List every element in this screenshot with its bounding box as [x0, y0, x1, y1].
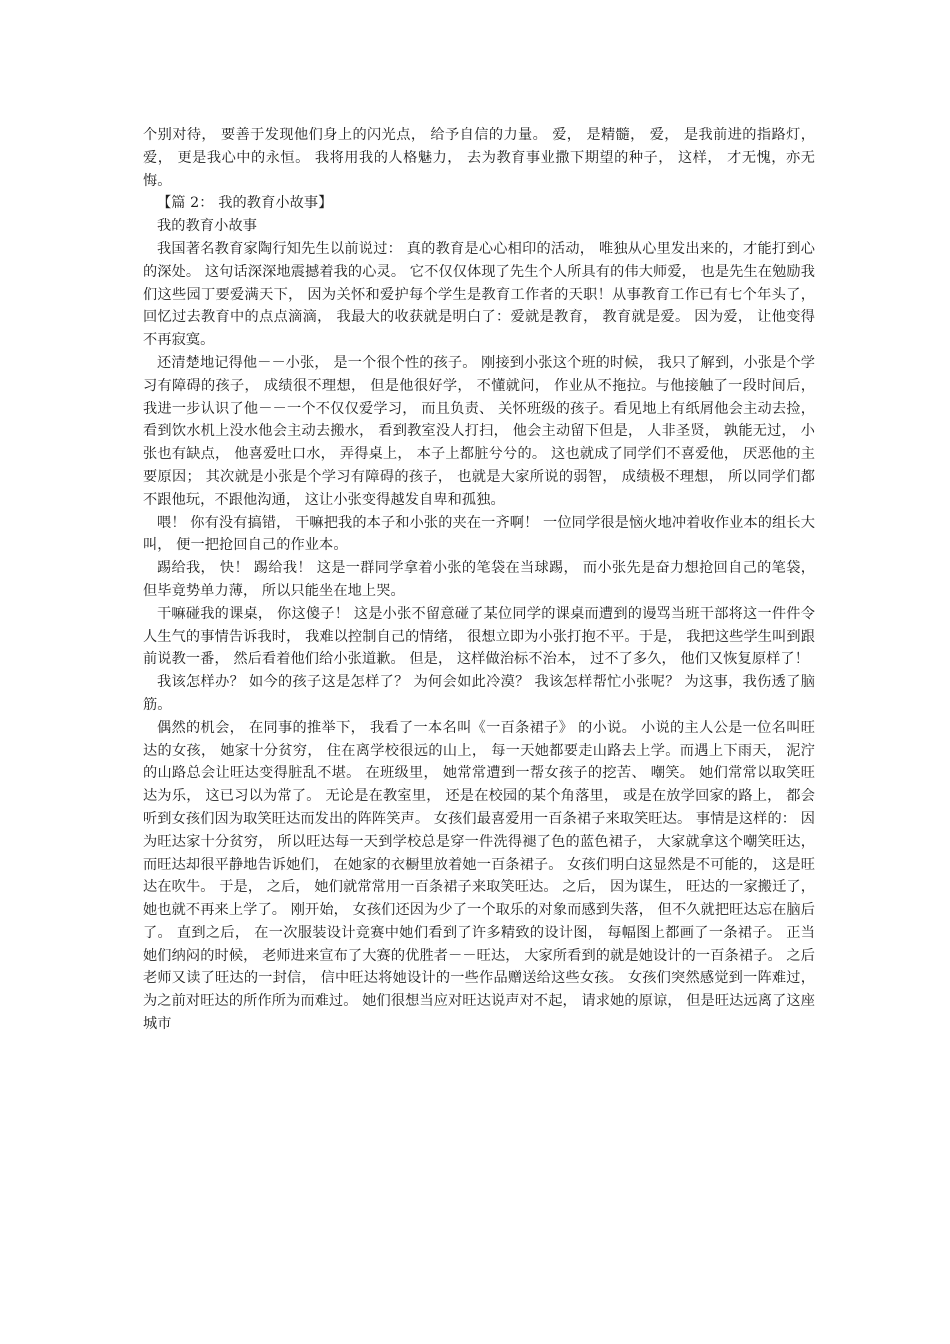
- paragraph: 还清楚地记得他－－小张， 是一个很个性的孩子。 刚接到小张这个班的时候， 我只了解到，小张是个学习有障碍的孩子， 成绩很不理想， 但是他很好学， 不懂就问， 作业从不拖拉。与他接触了一段时间后， 我进一步认识了他－－一个不仅仅爱学习， 而且负责、 关怀班级的孩子。看见地上有纸屑他会主动去捡， 看到饮水机上没水他会主动去搬水， 看到教室没人打扫， 他会主动留下但是， 人非圣贤， 孰能无过， 小张也有缺点， 他喜爱吐口水， 弄得桌上， 本子上都脏兮兮的。 这也就成了同学们不喜爱他， 厌恶他的主要原因； 其次就是小张是个学习有障碍的孩子， 也就是大家所说的弱智， 成绩极不理想， 所以同学们都不跟他玩，不跟他沟通， 这让小张变得越发自卑和孤独。: [143, 354, 815, 508]
- story-title: 我的教育小故事: [157, 218, 258, 235]
- paragraph: 干嘛碰我的课桌， 你这傻子！ 这是小张不留意碰了某位同学的课桌而遭到的谩骂当班干部将这一件件令人生气的事情告诉我时， 我难以控制自己的情绪， 很想立即为小张打抱不平。于是， 我把这些学生叫到跟前说教一番， 然后看着他们给小张道歉。 但是， 这样做治标不治本， 过不了多久， 他们又恢复原样了！: [143, 605, 815, 668]
- section-heading: 【篇 2： 我的教育小故事】: [157, 195, 333, 212]
- paragraph: 偶然的机会， 在同事的推举下， 我看了一本名叫《一百条裙子》 的小说。 小说的主人公是一位名叫旺达的女孩， 她家十分贫穷， 住在离学校很远的山上， 每一天她都要走山路去上学。而遇上下雨天， 泥泞的山路总会让旺达变得脏乱不堪。 在班级里， 她常常遭到一帮女孩子的挖苦、 嘲笑。 她们常常以取笑旺达为乐， 这已习以为常了。 无论是在教室里， 还是在校园的某个角落里， 或是在放学回家的路上， 都会听到女孩们因为取笑旺达而发出的阵阵笑声。 女孩们最喜爱用一百条裙子来取笑旺达。 事情是这样的： 因为旺达家十分贫穷， 所以旺达每一天到学校总是穿一件洗得褪了色的蓝色裙子， 大家就拿这个嘲笑旺达， 而旺达却很平静地告诉她们， 在她家的衣橱里放着她一百条裙子。 女孩们明白这显然是不可能的， 这是旺达在吹牛。 于是， 之后， 她们就常常用一百条裙子来取笑旺达。 之后， 因为谋生， 旺达的一家搬迁了， 她也就不再来上学了。 刚开始， 女孩们还因为少了一个取乐的对象而感到失落， 但不久就把旺达忘在脑后了。 直到之后， 在一次服装设计竞赛中她们看到了许多精致的设计图， 每幅图上都画了一条裙子。 正当她们纳闷的时候， 老师进来宣布了大赛的优胜者－－旺达， 大家所看到的就是她设计的一百条裙子。 之后老师又读了旺达的一封信， 信中旺达将她设计的一些作品赠送给这些女孩。 女孩们突然感觉到一阵难过， 为之前对旺达的所作所为而难过。 她们很想当应对旺达说声对不起， 请求她的原谅， 但是旺达远离了这座城市: [143, 719, 815, 1033]
- paragraph: 踢给我， 快！ 踢给我！ 这是一群同学拿着小张的笔袋在当球踢， 而小张先是奋力想抢回自己的笔袋， 但毕竟势单力薄， 所以只能坐在地上哭。: [143, 560, 815, 599]
- paragraph: 我国著名教育家陶行知先生以前说过： 真的教育是心心相印的活动， 唯独从心里发出来的，才能打到心的深处。 这句话深深地震撼着我的心灵。 它不仅仅体现了先生个人所具有的伟大师爱， 也是先生在勉励我们这些园丁要爱满天下， 因为关怀和爱护每个学生是教育工作者的天职！从事教育工作已有七个年头了， 回忆过去教育中的点点滴滴， 我最大的收获就是明白了：爱就是教育， 教育就是爱。 因为爱， 让他变得不再寂寞。: [143, 240, 815, 349]
- paragraph: 喂！ 你有没有搞错， 干嘛把我的本子和小张的夹在一齐啊！ 一位同学很是恼火地冲着收作业本的组长大叫， 便一把抢回自己的作业本。: [143, 514, 815, 554]
- document-body: [143, 124, 815, 1036]
- paragraph: 我该怎样办？ 如今的孩子这是怎样了？ 为何会如此冷漠？ 我该怎样帮忙小张呢？ 为这事，我伤透了脑筋。: [143, 674, 815, 713]
- paragraph-continuation: 个别对待， 要善于发现他们身上的闪光点， 给予自信的力量。 爱， 是精髓， 爱， 是我前进的指路灯，爱， 更是我心中的永恒。 我将用我的人格魅力， 去为教育事业撒下期望的种子， 这样， 才无愧，亦无悔。: [143, 127, 815, 189]
